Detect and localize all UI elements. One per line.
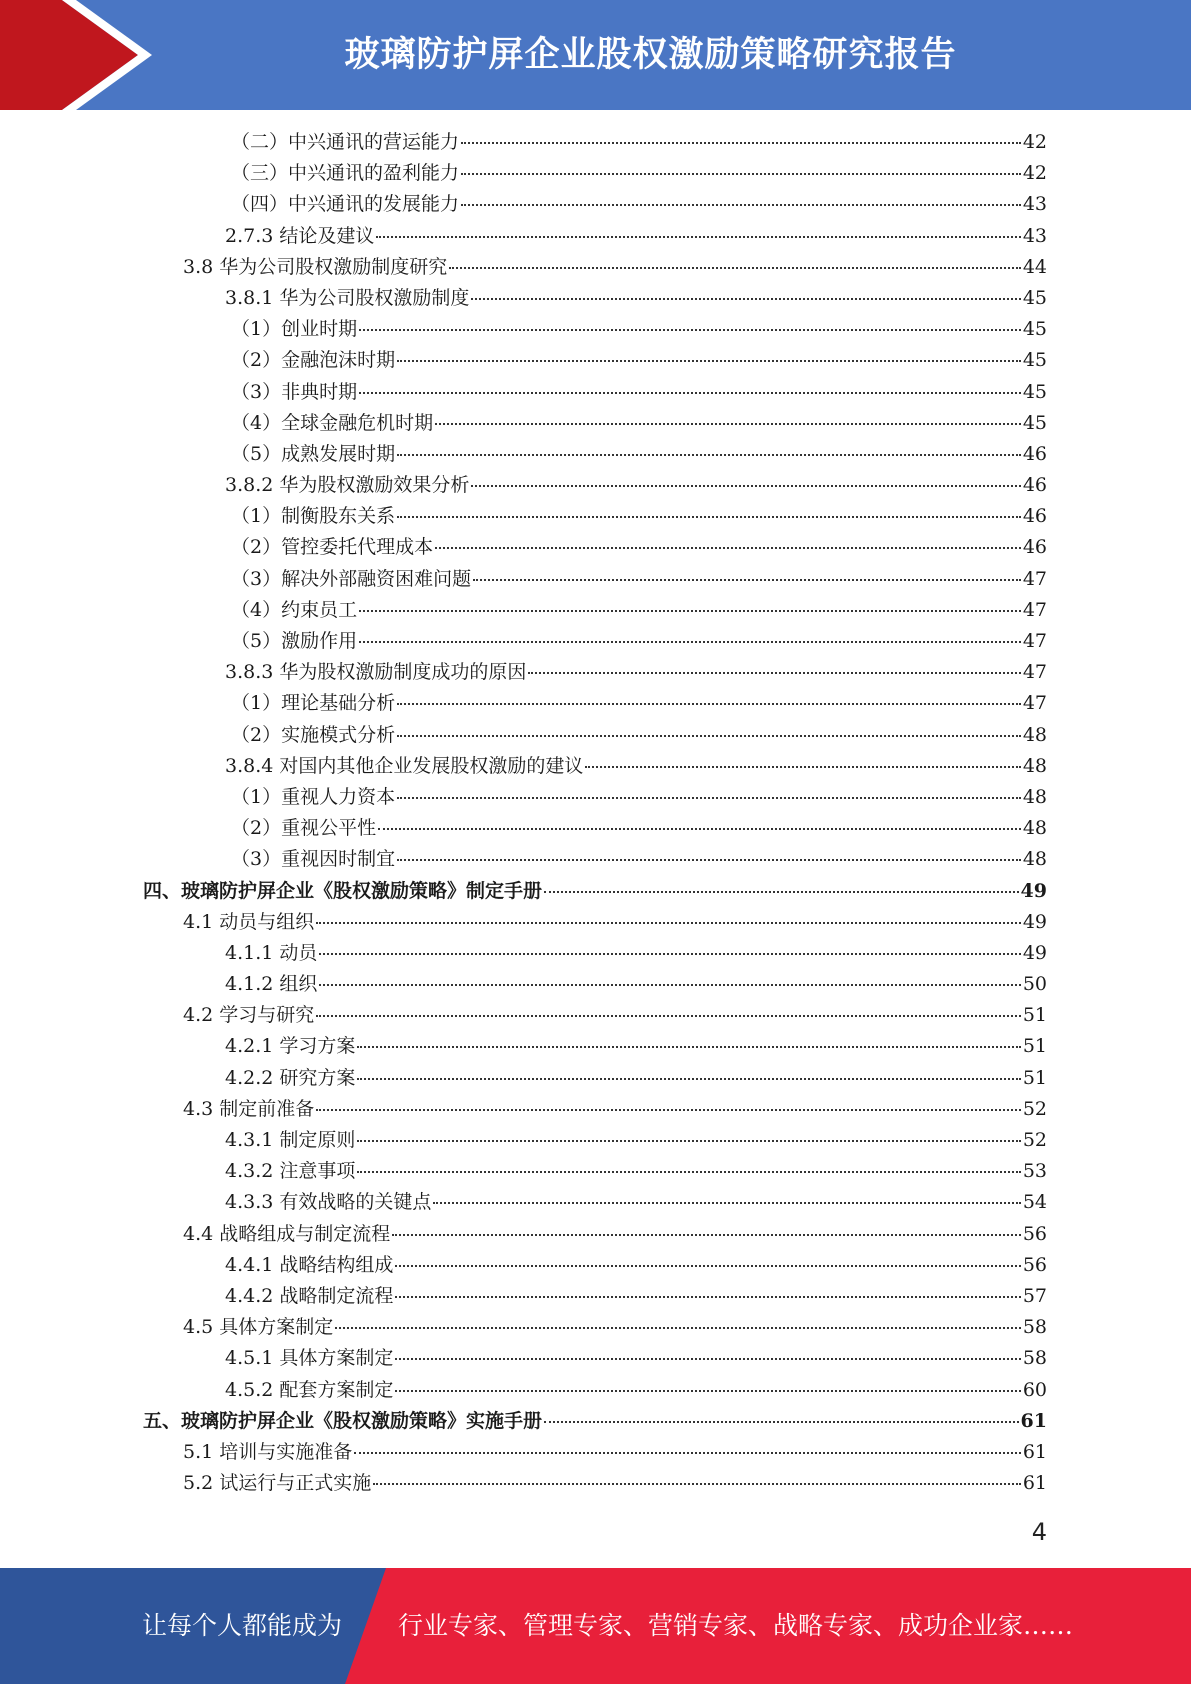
toc-dot-leader xyxy=(395,1265,1020,1267)
toc-dot-leader xyxy=(397,797,1021,799)
toc-entry-label: 3.8.1 华为公司股权激励制度 xyxy=(225,286,470,309)
toc-entry-label: （2）实施模式分析 xyxy=(231,723,396,746)
toc-dot-leader xyxy=(316,1015,1021,1017)
toc-entry[interactable] xyxy=(143,657,1047,688)
toc-entry-label: （二）中兴通讯的营运能力 xyxy=(231,131,460,153)
toc-entry-page: 61 xyxy=(1022,1472,1047,1495)
toc-entry-label: （5）成熟发展时期 xyxy=(231,442,396,465)
toc-entry[interactable] xyxy=(143,1156,1047,1187)
toc-entry[interactable] xyxy=(143,377,1047,408)
toc-entry[interactable] xyxy=(143,1125,1047,1156)
toc-entry-label: 4.2.1 学习方案 xyxy=(225,1035,356,1058)
toc-entry-label: 4.1.2 组织 xyxy=(225,973,318,996)
toc-entry[interactable] xyxy=(143,283,1047,314)
toc-entry[interactable] xyxy=(143,439,1047,470)
toc-entry[interactable] xyxy=(143,938,1047,969)
toc-entry[interactable] xyxy=(143,782,1047,813)
report-title: 玻璃防护屏企业股权激励策略研究报告 xyxy=(344,35,957,75)
toc-entry-page: 47 xyxy=(1022,630,1047,652)
toc-entry-label: 4.5 具体方案制定 xyxy=(183,1316,334,1339)
toc-dot-leader xyxy=(357,1140,1020,1142)
toc-dot-leader xyxy=(461,142,1021,144)
toc-entry-label: （1）制衡股东关系 xyxy=(231,505,396,528)
toc-entry-label: 3.8 华为公司股权激励制度研究 xyxy=(183,255,448,278)
toc-entry-label: 3.8.2 华为股权激励效果分析 xyxy=(225,474,470,497)
toc-entry-page: 58 xyxy=(1022,1347,1047,1370)
toc-entry-page: 56 xyxy=(1022,1222,1047,1245)
toc-entry-label: 4.3.1 制定原则 xyxy=(225,1129,356,1151)
toc-dot-leader xyxy=(544,1421,1019,1423)
toc-entry[interactable] xyxy=(143,470,1047,501)
toc-entry-label: 4.1.1 动员 xyxy=(225,941,318,964)
toc-entry-page: 46 xyxy=(1022,536,1047,559)
toc-entry-label: 4.5.2 配套方案制定 xyxy=(225,1378,394,1401)
toc-dot-leader xyxy=(397,360,1021,362)
toc-dot-leader xyxy=(395,1358,1020,1360)
toc-entry-page: 51 xyxy=(1022,1066,1047,1089)
toc-entry-label: 4.4.2 战略制定流程 xyxy=(225,1284,394,1307)
toc-entry-label: 4.3.2 注意事项 xyxy=(225,1160,356,1183)
toc-entry-page: 45 xyxy=(1022,318,1047,341)
toc-entry-label: 4.2.2 研究方案 xyxy=(225,1066,356,1089)
toc-dot-leader xyxy=(359,610,1021,612)
page-footer xyxy=(0,1568,1191,1684)
toc-entry-page: 42 xyxy=(1022,162,1047,185)
toc-entry-label: （四）中兴通讯的发展能力 xyxy=(231,193,460,216)
toc-entry[interactable] xyxy=(143,595,1047,626)
table-of-contents xyxy=(143,127,1047,1499)
toc-entry-page: 52 xyxy=(1022,1129,1047,1151)
toc-entry[interactable] xyxy=(143,1468,1047,1499)
toc-dot-leader xyxy=(585,766,1020,768)
toc-entry-label: （3）非典时期 xyxy=(231,380,358,403)
toc-entry[interactable] xyxy=(143,532,1047,563)
toc-dot-leader xyxy=(392,1234,1021,1236)
toc-entry-label: （2）金融泡沫时期 xyxy=(231,349,396,372)
toc-entry-page: 48 xyxy=(1022,785,1047,808)
toc-dot-leader xyxy=(373,1483,1021,1485)
toc-entry-page: 60 xyxy=(1022,1378,1047,1401)
toc-dot-leader xyxy=(449,267,1021,269)
toc-entry-label: 2.7.3 结论及建议 xyxy=(225,224,375,247)
toc-entry-label: （2）管控委托代理成本 xyxy=(231,536,434,559)
toc-entry-label: （2）重视公平性 xyxy=(231,817,377,840)
toc-entry[interactable] xyxy=(143,1000,1047,1031)
toc-entry-page: 47 xyxy=(1022,661,1047,684)
toc-dot-leader xyxy=(395,1296,1020,1298)
page-number: 4 xyxy=(1031,1518,1047,1546)
toc-entry-label: （1）理论基础分析 xyxy=(231,692,396,715)
toc-entry-page: 56 xyxy=(1022,1253,1047,1276)
toc-entry-label: 4.3.3 有效战略的关键点 xyxy=(225,1191,432,1214)
toc-entry-label: （三）中兴通讯的盈利能力 xyxy=(231,162,460,185)
toc-entry-page: 43 xyxy=(1022,193,1047,216)
toc-entry-label: （4）约束员工 xyxy=(231,598,358,621)
toc-entry[interactable] xyxy=(143,969,1047,1000)
toc-entry-page: 49 xyxy=(1020,879,1047,902)
toc-dot-leader xyxy=(316,922,1021,924)
toc-dot-leader xyxy=(397,859,1021,861)
toc-entry-label: （4）全球金融危机时期 xyxy=(231,411,434,434)
footer-slogan-left: 让每个人都能成为 xyxy=(142,1611,343,1640)
toc-dot-leader xyxy=(354,1452,1021,1454)
toc-dot-leader xyxy=(471,485,1020,487)
toc-entry[interactable] xyxy=(143,1031,1047,1062)
toc-entry[interactable] xyxy=(143,314,1047,345)
toc-entry-page: 48 xyxy=(1022,754,1047,777)
toc-entry[interactable] xyxy=(143,1281,1047,1312)
header-red-chevron xyxy=(0,0,138,110)
toc-entry-page: 45 xyxy=(1022,411,1047,434)
toc-entry[interactable] xyxy=(143,189,1047,220)
toc-entry-page: 53 xyxy=(1022,1160,1047,1183)
toc-entry-label: 五、玻璃防护屏企业《股权激励策略》实施手册 xyxy=(143,1409,543,1432)
toc-dot-leader xyxy=(319,953,1020,955)
toc-entry[interactable] xyxy=(143,751,1047,782)
toc-entry-label: 3.8.3 华为股权激励制度成功的原因 xyxy=(225,661,527,684)
toc-dot-leader xyxy=(359,392,1021,394)
toc-entry-label: 4.2 学习与研究 xyxy=(183,1004,315,1027)
toc-entry[interactable] xyxy=(143,501,1047,532)
toc-entry-page: 44 xyxy=(1022,255,1047,278)
toc-entry-label: 四、玻璃防护屏企业《股权激励策略》制定手册 xyxy=(143,879,543,902)
toc-entry[interactable] xyxy=(143,1343,1047,1374)
toc-entry[interactable] xyxy=(143,1187,1047,1218)
toc-dot-leader xyxy=(397,735,1021,737)
toc-dot-leader xyxy=(397,454,1021,456)
toc-entry-page: 46 xyxy=(1022,442,1047,465)
toc-entry[interactable] xyxy=(143,564,1047,595)
toc-entry[interactable] xyxy=(143,1094,1047,1125)
toc-entry[interactable] xyxy=(143,844,1047,875)
toc-entry-page: 50 xyxy=(1022,973,1047,996)
toc-entry-page: 46 xyxy=(1022,505,1047,528)
toc-entry[interactable] xyxy=(143,907,1047,938)
toc-entry-page: 51 xyxy=(1022,1035,1047,1058)
toc-dot-leader xyxy=(461,204,1021,206)
toc-entry[interactable] xyxy=(143,1406,1047,1437)
toc-entry[interactable] xyxy=(143,1063,1047,1094)
toc-dot-leader xyxy=(433,1202,1020,1204)
toc-dot-leader xyxy=(359,641,1021,643)
toc-dot-leader xyxy=(473,579,1021,581)
toc-entry[interactable] xyxy=(143,158,1047,189)
toc-dot-leader xyxy=(435,547,1021,549)
toc-entry-page: 48 xyxy=(1022,848,1047,871)
toc-entry-label: 5.2 试运行与正式实施 xyxy=(183,1472,372,1495)
toc-entry-page: 45 xyxy=(1022,286,1047,309)
toc-entry[interactable] xyxy=(143,876,1047,907)
toc-entry-label: 3.8.4 对国内其他企业发展股权激励的建议 xyxy=(225,754,584,777)
page-header xyxy=(0,0,1191,110)
toc-entry-page: 46 xyxy=(1022,474,1047,497)
toc-entry[interactable] xyxy=(143,626,1047,657)
toc-entry-label: （3）解决外部融资困难问题 xyxy=(231,567,472,590)
toc-entry[interactable] xyxy=(143,1375,1047,1406)
toc-entry-page: 47 xyxy=(1022,567,1047,590)
toc-entry-label: （3）重视因时制宜 xyxy=(231,848,396,871)
toc-entry-page: 43 xyxy=(1022,224,1047,247)
toc-entry-page: 42 xyxy=(1022,131,1047,153)
toc-entry[interactable] xyxy=(143,1312,1047,1343)
toc-entry-label: （5）激励作用 xyxy=(231,630,358,652)
toc-entry-label: 4.1 动员与组织 xyxy=(183,910,315,933)
toc-dot-leader xyxy=(376,236,1020,238)
toc-entry-page: 48 xyxy=(1022,817,1047,840)
toc-dot-leader xyxy=(395,1390,1020,1392)
toc-entry-label: 4.4.1 战略结构组成 xyxy=(225,1253,394,1276)
toc-entry-page: 51 xyxy=(1022,1004,1047,1027)
toc-entry-page: 52 xyxy=(1022,1097,1047,1120)
toc-dot-leader xyxy=(316,1109,1021,1111)
toc-dot-leader xyxy=(335,1327,1021,1329)
toc-dot-leader xyxy=(528,672,1020,674)
toc-entry[interactable] xyxy=(143,1437,1047,1468)
toc-entry-page: 58 xyxy=(1022,1316,1047,1339)
toc-dot-leader xyxy=(397,703,1021,705)
toc-entry-page: 54 xyxy=(1022,1191,1047,1214)
toc-entry-page: 47 xyxy=(1022,692,1047,715)
toc-entry[interactable] xyxy=(143,1219,1047,1250)
toc-entry-page: 61 xyxy=(1022,1440,1047,1463)
toc-dot-leader xyxy=(461,173,1021,175)
toc-entry-page: 49 xyxy=(1022,910,1047,933)
toc-entry-label: （1）重视人力资本 xyxy=(231,785,396,808)
toc-dot-leader xyxy=(359,329,1021,331)
toc-entry-label: 4.4 战略组成与制定流程 xyxy=(183,1222,391,1245)
toc-entry-page: 57 xyxy=(1022,1284,1047,1307)
toc-dot-leader xyxy=(378,828,1021,830)
footer-slogan-right: 行业专家、管理专家、营销专家、战略专家、成功企业家…… xyxy=(398,1611,1074,1640)
toc-dot-leader xyxy=(397,516,1021,518)
toc-dot-leader xyxy=(435,423,1021,425)
toc-entry[interactable] xyxy=(143,720,1047,751)
toc-entry-label: 5.1 培训与实施准备 xyxy=(183,1440,353,1463)
toc-entry-label: 4.5.1 具体方案制定 xyxy=(225,1347,394,1370)
toc-entry-page: 49 xyxy=(1022,941,1047,964)
toc-entry[interactable] xyxy=(143,688,1047,719)
toc-entry[interactable] xyxy=(143,127,1047,158)
toc-entry[interactable] xyxy=(143,408,1047,439)
toc-dot-leader xyxy=(357,1171,1020,1173)
toc-entry[interactable] xyxy=(143,221,1047,252)
toc-dot-leader xyxy=(544,891,1019,893)
toc-dot-leader xyxy=(357,1046,1020,1048)
toc-entry[interactable] xyxy=(143,1250,1047,1281)
toc-entry-page: 61 xyxy=(1020,1409,1047,1432)
toc-dot-leader xyxy=(357,1078,1020,1080)
toc-dot-leader xyxy=(471,298,1020,300)
toc-entry[interactable] xyxy=(143,252,1047,283)
toc-entry[interactable] xyxy=(143,813,1047,844)
toc-entry-label: （1）创业时期 xyxy=(231,318,358,341)
toc-dot-leader xyxy=(319,984,1020,986)
toc-entry-page: 45 xyxy=(1022,380,1047,403)
toc-entry-page: 48 xyxy=(1022,723,1047,746)
toc-entry-page: 45 xyxy=(1022,349,1047,372)
toc-entry[interactable] xyxy=(143,345,1047,376)
toc-entry-label: 4.3 制定前准备 xyxy=(183,1097,315,1120)
toc-entry-page: 47 xyxy=(1022,598,1047,621)
